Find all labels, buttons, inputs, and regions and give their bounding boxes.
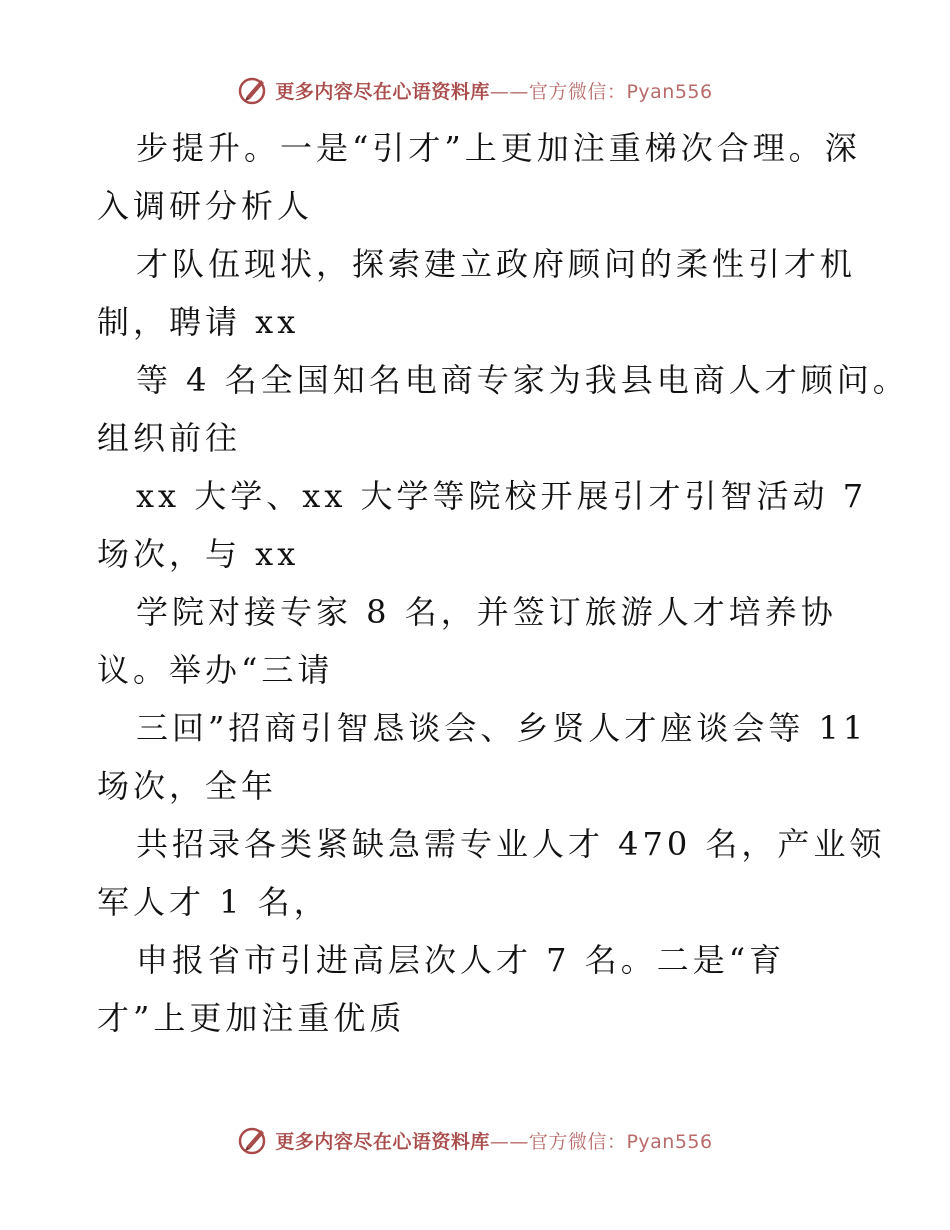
text-line-15: 申报省市引进高层次人才 7 名。二是“育 [136,941,786,979]
pen-logo-icon [237,1124,269,1156]
footer-banner-dash: —— [489,1130,529,1153]
text-line-3: 才队伍现状，探索建立政府顾问的柔性引才机 [136,245,857,283]
pen-logo-icon [237,74,269,106]
text-line-6: 组织前往 [97,419,242,457]
header-banner-dash: —— [489,80,529,103]
text-line-16: 才”上更加注重优质 [97,999,406,1037]
header-banner-prefix: 更多内容尽在心语资料库 [275,80,490,103]
text-line-8: 场次，与 xx [97,535,300,573]
text-line-13: 共招录各类紧缺急需专业人才 470 名，产业领 [136,825,886,863]
header-banner-wechat-label: 官方微信： [528,80,627,103]
header-banner [0,70,950,110]
text-line-9: 学院对接专家 8 名，并签订旅游人才培养协 [136,593,837,631]
text-line-7: xx 大学、xx 大学等院校开展引才引智活动 7 [136,477,868,515]
footer-banner [0,1120,950,1160]
footer-banner-prefix: 更多内容尽在心语资料库 [275,1130,490,1153]
text-line-2: 入调研分析人 [97,187,314,225]
footer-banner-wechat-id: Pyan556 [626,1130,713,1153]
text-line-4: 制，聘请 xx [97,303,300,341]
text-line-12: 场次，全年 [97,767,278,805]
text-line-1: 步提升。一是“引才”上更加注重梯次合理。深 [136,129,861,167]
text-line-10: 议。举办“三请 [97,651,334,689]
footer-banner-wechat-label: 官方微信： [528,1130,627,1153]
text-line-11: 三回”招商引智恳谈会、乡贤人才座谈会等 11 [136,709,868,747]
text-line-14: 军人才 1 名， [97,883,330,921]
text-line-5: 等 4 名全国知名电商专家为我县电商人才顾问。 [136,361,909,399]
header-banner-wechat-id: Pyan556 [626,80,713,103]
header-banner-text [275,77,712,104]
footer-banner-text [275,1127,712,1154]
